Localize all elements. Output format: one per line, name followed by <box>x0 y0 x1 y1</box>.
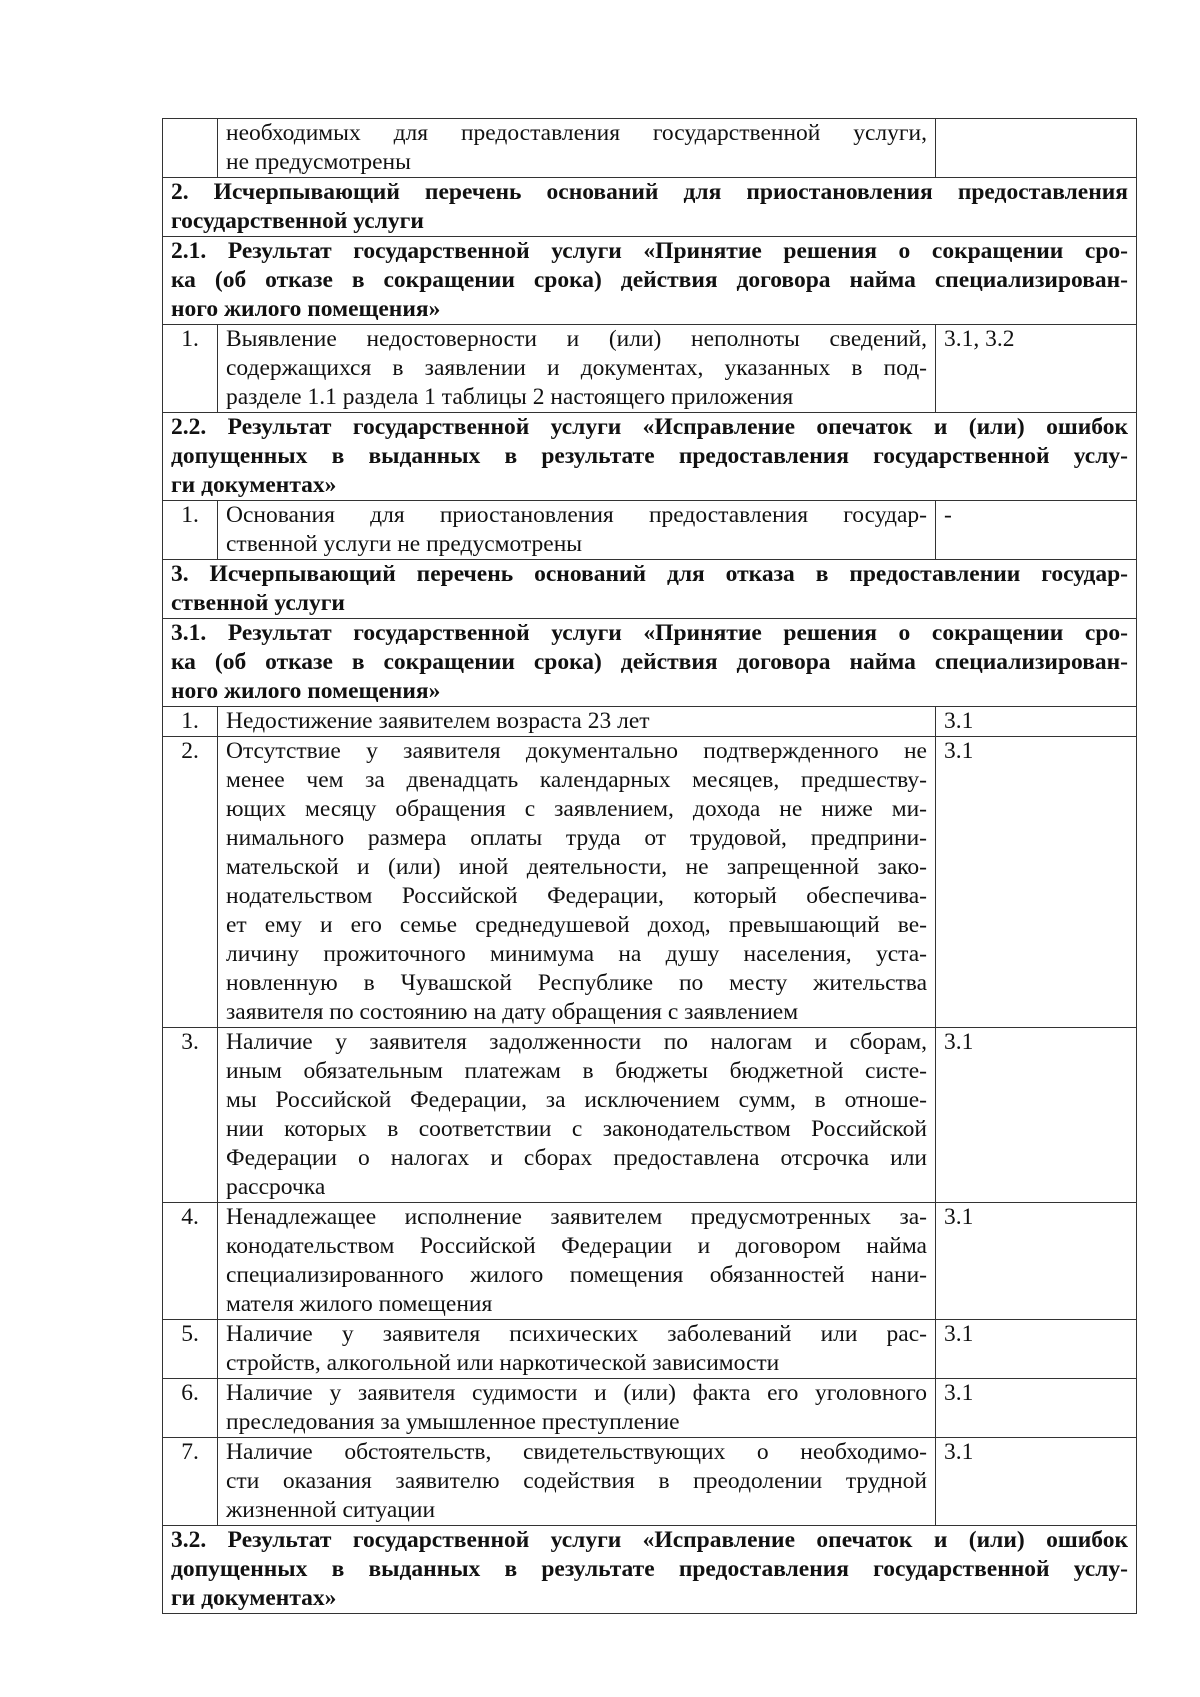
section-header-row <box>163 1526 1137 1614</box>
text-line: ка (об отказе в сокращении срока) действия договора найма специализирован- <box>171 267 1128 293</box>
row-number: 1. <box>163 325 218 413</box>
table-row <box>163 1438 1137 1526</box>
ground-reference: 3.1 <box>936 1438 1137 1526</box>
table-row <box>163 1320 1137 1379</box>
text-line: жизненной ситуации <box>226 1497 436 1523</box>
ground-reference <box>936 119 1137 178</box>
text-line: 2. Исчерпывающий перечень оснований для приостановления предоставления <box>171 179 1128 205</box>
text-line: допущенных в выданных в результате предоставления государственной услу- <box>171 1556 1128 1582</box>
section-heading <box>163 1526 1137 1614</box>
text-line: 3. Исчерпывающий перечень оснований для отказа в предоставлении государ- <box>171 561 1128 587</box>
table-row <box>163 1203 1137 1320</box>
ground-reference: 3.1 <box>936 1320 1137 1379</box>
text-line: Недостижение заявителем возраста 23 лет <box>226 708 650 734</box>
section-header-row <box>163 619 1137 707</box>
row-number: 3. <box>163 1028 218 1203</box>
text-line: нимального размера оплаты труда от трудовой, предприни- <box>226 825 927 851</box>
text-line: мателя жилого помещения <box>226 1291 493 1317</box>
text-line: 3.2. Результат государственной услуги «Исправление опечаток и (или) ошибок <box>171 1527 1128 1553</box>
section-heading <box>163 560 1137 619</box>
row-number: 1. <box>163 707 218 737</box>
section-heading <box>163 178 1137 237</box>
section-header-row <box>163 413 1137 501</box>
text-line: мы Российской Федерации, за исключением сумм, в отноше- <box>226 1087 927 1113</box>
text-line: содержащихся в заявлении и документах, указанных в под- <box>226 355 927 381</box>
ground-text <box>218 325 936 413</box>
text-line: ственной услуги не предусмотрены <box>226 531 583 557</box>
text-line: Федерации о налогах и сборах предоставлена отсрочка или <box>226 1145 927 1171</box>
text-line: специализированного жилого помещения обязанностей нани- <box>226 1262 927 1288</box>
ground-text <box>218 1379 936 1438</box>
text-line: Выявление недостоверности и (или) неполноты сведений, <box>226 326 927 352</box>
table-row <box>163 1379 1137 1438</box>
text-line: личину прожиточного минимума на душу населения, уста- <box>226 941 927 967</box>
row-number: 5. <box>163 1320 218 1379</box>
text-line: нии которых в соответствии с законодательством Российской <box>226 1116 927 1142</box>
table-row <box>163 707 1137 737</box>
row-number: 2. <box>163 737 218 1028</box>
row-number: 7. <box>163 1438 218 1526</box>
text-line: преследования за умышленное преступление <box>226 1409 680 1435</box>
text-line: не предусмотрены <box>226 149 411 175</box>
text-line: сти оказания заявителю содействия в преодолении трудной <box>226 1468 927 1494</box>
section-header-row <box>163 178 1137 237</box>
text-line: менее чем за двенадцать календарных месяцев, предшеству- <box>226 767 927 793</box>
text-line: ственной услуги <box>171 590 345 616</box>
table-row <box>163 119 1137 178</box>
ground-text <box>218 1203 936 1320</box>
ground-reference: 3.1, 3.2 <box>936 325 1137 413</box>
ground-reference: 3.1 <box>936 1379 1137 1438</box>
ground-reference: 3.1 <box>936 1028 1137 1203</box>
text-line: стройств, алкогольной или наркотической зависимости <box>226 1350 780 1376</box>
ground-text <box>218 1028 936 1203</box>
section-header-row <box>163 237 1137 325</box>
table-row <box>163 325 1137 413</box>
text-line: допущенных в выданных в результате предоставления государственной услу- <box>171 443 1128 469</box>
grounds-table <box>162 118 1137 1614</box>
text-line: заявителя по состоянию на дату обращения с заявлением <box>226 999 799 1025</box>
text-line: 3.1. Результат государственной услуги «Принятие решения о сокращении сро- <box>171 620 1128 646</box>
ground-text <box>218 1438 936 1526</box>
table-row <box>163 501 1137 560</box>
text-line: Основания для приостановления предоставления государ- <box>226 502 927 528</box>
text-line: ги документах» <box>171 472 337 498</box>
text-line: необходимых для предоставления государственной услуги, <box>226 120 927 146</box>
ground-reference: 3.1 <box>936 707 1137 737</box>
text-line: нодательством Российской Федерации, который обеспечива- <box>226 883 927 909</box>
text-line: мательской и (или) иной деятельности, не запрещенной зако- <box>226 854 927 880</box>
text-line: государственной услуги <box>171 208 424 234</box>
text-line: Отсутствие у заявителя документально подтвержденного не <box>226 738 927 764</box>
text-line: ющих месяцу обращения с заявлением, дохода не ниже ми- <box>226 796 927 822</box>
ground-text <box>218 1320 936 1379</box>
text-line: Наличие у заявителя задолженности по налогам и сборам, <box>226 1029 927 1055</box>
text-line: ного жилого помещения» <box>171 296 441 322</box>
ground-text <box>218 707 936 737</box>
text-line: конодательством Российской Федерации и договором найма <box>226 1233 927 1259</box>
text-line: ка (об отказе в сокращении срока) действия договора найма специализирован- <box>171 649 1128 675</box>
section-heading <box>163 237 1137 325</box>
section-heading <box>163 619 1137 707</box>
section-heading <box>163 413 1137 501</box>
ground-text <box>218 501 936 560</box>
text-line: Наличие у заявителя судимости и (или) факта его уголовного <box>226 1380 927 1406</box>
text-line: рассрочка <box>226 1174 326 1200</box>
text-line: Наличие обстоятельств, свидетельствующих о необходимо- <box>226 1439 927 1465</box>
section-header-row <box>163 560 1137 619</box>
text-line: новленную в Чувашской Республике по месту жительства <box>226 970 927 996</box>
text-line: иным обязательным платежам в бюджеты бюджетной систе- <box>226 1058 927 1084</box>
row-number: 6. <box>163 1379 218 1438</box>
text-line: ного жилого помещения» <box>171 678 441 704</box>
text-line: 2.1. Результат государственной услуги «Принятие решения о сокращении сро- <box>171 238 1128 264</box>
text-line: ги документах» <box>171 1585 337 1611</box>
ground-reference: - <box>936 501 1137 560</box>
text-line: Ненадлежащее исполнение заявителем предусмотренных за- <box>226 1204 927 1230</box>
row-number <box>163 119 218 178</box>
grounds-table-body <box>163 119 1137 1614</box>
ground-text <box>218 737 936 1028</box>
ground-reference: 3.1 <box>936 737 1137 1028</box>
text-line: ет ему и его семье среднедушевой доход, превышающий ве- <box>226 912 927 938</box>
text-line: разделе 1.1 раздела 1 таблицы 2 настоящего приложения <box>226 384 794 410</box>
text-line: 2.2. Результат государственной услуги «Исправление опечаток и (или) ошибок <box>171 414 1128 440</box>
table-row <box>163 737 1137 1028</box>
table-row <box>163 1028 1137 1203</box>
row-number: 1. <box>163 501 218 560</box>
text-line: Наличие у заявителя психических заболеваний или рас- <box>226 1321 927 1347</box>
ground-reference: 3.1 <box>936 1203 1137 1320</box>
ground-text <box>218 119 936 178</box>
row-number: 4. <box>163 1203 218 1320</box>
